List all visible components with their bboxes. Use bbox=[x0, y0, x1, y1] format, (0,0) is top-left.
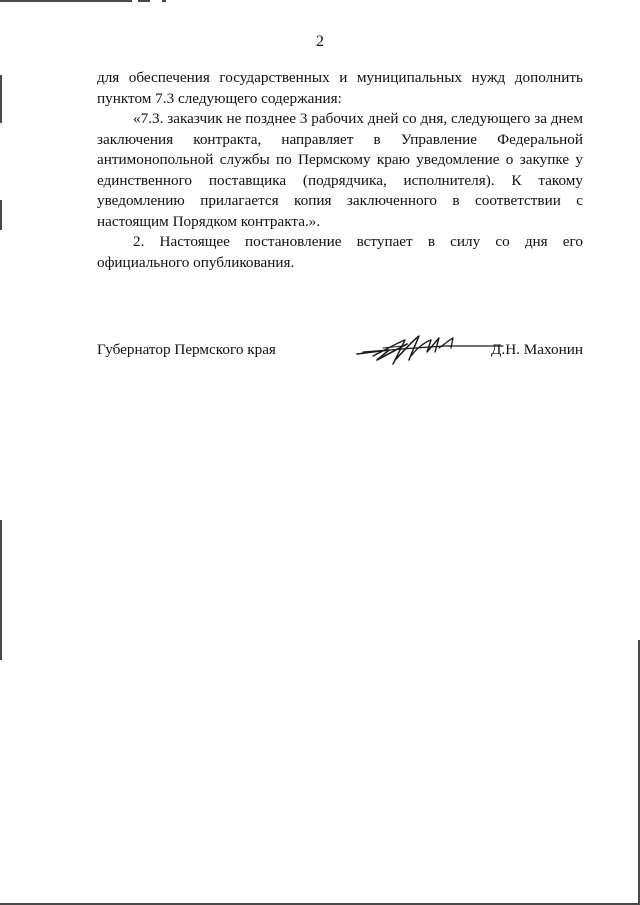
scan-edge-top-dot bbox=[162, 0, 166, 2]
signature-block bbox=[97, 330, 583, 370]
paragraph-effective-date: 2. Настоящее постановление вступает в силу со дня его официального опубликования. bbox=[97, 233, 583, 271]
scan-edge-left-mid bbox=[0, 200, 2, 230]
page-number: 2 bbox=[316, 33, 324, 50]
signatory-title: Губернатор Пермского края bbox=[97, 341, 276, 358]
scan-edge-top bbox=[0, 0, 132, 2]
signatory-name: Д.Н. Махонин bbox=[491, 341, 583, 358]
scan-edge-top-dash bbox=[138, 0, 150, 2]
scan-edge-left-upper bbox=[0, 75, 2, 123]
scan-edge-left-lower bbox=[0, 520, 2, 660]
document-body bbox=[97, 68, 583, 273]
handwritten-signature-icon bbox=[355, 330, 505, 370]
paragraph-clause-7-3: «7.3. заказчик не позднее 3 рабочих дней со дня, следующего за днем заключения контракта, направляет в Управление Федеральной антимонопольной службы по Пермскому краю уведомление о закупке у единственного поставщика (подрядчика, исполнителя). К такому уведомлению прилагается копия заключенного в соответствии с настоящим Порядком контракта.». bbox=[97, 110, 583, 230]
paragraph-continuation: для обеспечения государственных и муниципальных нужд дополнить пунктом 7.3 следующего содержания: bbox=[97, 69, 583, 107]
